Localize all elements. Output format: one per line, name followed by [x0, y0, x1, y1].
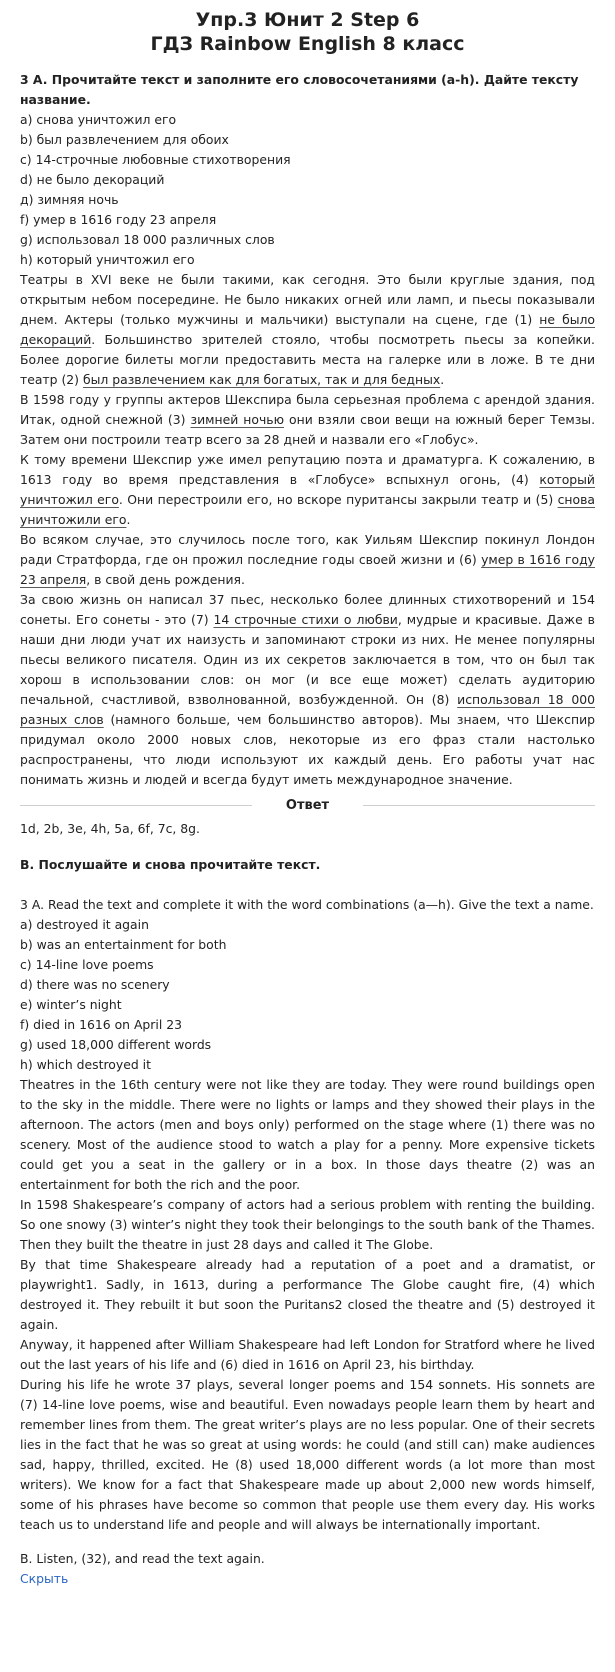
ru-text: .: [126, 512, 131, 527]
ru-option: д) зимняя ночь: [20, 192, 119, 207]
ru-paragraph-2: [20, 390, 595, 450]
ru-text: (намного больше, чем большинство авторов). Мы знаем, что Шекспир придумал около 2000 новых слов, некоторые из его фраз стали настолько распространены, что люди используют их каждый день. Его работы учат нас понимать жизнь и людей и всегда будут иметь международное значение.: [20, 712, 595, 787]
ru-text: , в свой день рождения.: [86, 572, 245, 587]
ru-text: они взяли свои вещи на южный берег Темзы. Затем они построили театр всего за 28 дней и назвали его «Глобус».: [20, 412, 596, 447]
ru-paragraph-3: [20, 450, 595, 530]
ru-answer-underlined: использовал 18 000 разных слов: [20, 692, 595, 727]
ru-text: За свою жизнь он написал 37 пьес, несколько более длинных стихотворений и 154 сонеты. Его сонеты - это (7): [20, 592, 595, 627]
en-section-b: B. Listen, (32), and read the text again.: [20, 1551, 265, 1566]
answer-label: Ответ: [285, 798, 330, 813]
en-option: a) destroyed it again: [20, 917, 149, 932]
en-option: d) there was no scenery: [20, 977, 170, 992]
divider-line: [20, 805, 252, 806]
en-paragraph-4: Anyway, it happened after William Shakespeare had left London for Stratford where he lived out the last years of his life and (6) died in 1616 on April 23, his birthday.: [20, 1337, 595, 1372]
answer-text: 1d, 2b, 3e, 4h, 5a, 6f, 7c, 8g.: [20, 821, 200, 836]
ru-option: g) использовал 18 000 различных слов: [20, 232, 275, 247]
ru-answer-underlined: умер в 1616 году 23 апреля: [20, 552, 596, 587]
en-option: e) winter’s night: [20, 997, 122, 1012]
en-option: f) died in 1616 on April 23: [20, 1017, 182, 1032]
ru-text: . Большинство зрителей стояло, чтобы посмотреть пьесы за копейки. Более дорогие билеты могли предоставить места на галерке или в ложе. В те дни театр (2): [20, 332, 595, 387]
en-task-heading: 3 A. Read the text and complete it with the word combinations (a—h). Give the text a name.: [20, 897, 594, 912]
ru-option: b) был развлечением для обоих: [20, 132, 229, 147]
en-paragraph-5: During his life he wrote 37 plays, several longer poems and 154 sonnets. His sonnets are (7) 14-line love poems, wise and beautiful. Even nowadays people learn them by heart and remember lines from them. The great writer’s plays are no less popular. One of their secrets lies in the fact that he was so great at using words: he could (and still can) make audiences sad, happy, thrilled, excited. He (8) used 18,000 different words (a lot more than most writers). We know for a fact that Shakespeare made up about 2,000 new words himself, some of his phrases have become so common that people use them every day. His works teach us to understand life and people and will always be internationally important.: [20, 1377, 595, 1532]
en-option: b) was an entertainment for both: [20, 937, 227, 952]
answer-divider: [20, 798, 595, 813]
ru-option: a) снова уничтожил его: [20, 112, 177, 127]
en-option: g) used 18,000 different words: [20, 1037, 212, 1052]
russian-section: [20, 70, 595, 790]
ru-text: В 1598 году у группы актеров Шекспира была серьезная проблема с арендой здания. Итак, одной снежной (3): [20, 392, 595, 427]
divider-line: [363, 805, 595, 806]
ru-text: , мудрые и красивые. Даже в наши дни люди учат их наизусть и запоминают строки из них. Не менее популярны пьесы великого писателя. Один из их секретов заключается в том, что он был так хорош в использовании слов: он мог (и все еще может) сделать аудиторию печальной, счастливой, взволнованной, возбужденной. Он (8): [20, 612, 595, 707]
en-paragraph-1: Theatres in the 16th century were not like they are today. They were round buildings open to the sky in the middle. There were no lights or lamps and they showed their plays in the afternoon. The actors (men and boys only) performed on the stage where (1) there was no scenery. Most of the audience stood to watch a play for a penny. More expensive tickets could get you a seat in the gallery or in a box. In those days theatre (2) was an entertainment for both the rich and the poor.: [20, 1077, 595, 1192]
en-option: h) which destroyed it: [20, 1057, 151, 1072]
ru-text: К тому времени Шекспир уже имел репутацию поэта и драматурга. К сожалению, в 1613 году во время представления в «Глобусе» вспыхнул огонь, (4): [20, 452, 595, 487]
ru-text: .: [440, 372, 445, 387]
ru-text: . Они перестроили его, но вскоре пуритансы закрыли театр и (5): [118, 492, 558, 507]
ru-answer-underlined: снова уничтожили его: [20, 492, 595, 527]
ru-answer-underlined: зимней ночью: [190, 412, 285, 427]
ru-paragraph-1: [20, 270, 595, 390]
hide-link[interactable]: Скрыть: [20, 1571, 69, 1586]
ru-option: c) 14-строчные любовные стихотворения: [20, 152, 291, 167]
ru-answer-underlined: 14 строчные стихи о любви: [213, 612, 398, 627]
ru-text: Театры в XVI веке не были такими, как сегодня. Это были круглые здания, под открытым небом посередине. Не было никаких огней или ламп, и пьесы показывали днем. Актеры (только мужчины и мальчики) выступали на сцене, где (1): [20, 272, 595, 327]
ru-text: Во всяком случае, это случилось после того, как Уильям Шекспир покинул Лондон ради Стратфорда, где он прожил последние годы своей жизни и (6): [20, 532, 595, 567]
en-option: c) 14-line love poems: [20, 957, 154, 972]
ru-paragraph-4: [20, 530, 595, 590]
ru-answer-underlined: был развлечением как для богатых, так и для бедных: [82, 372, 441, 387]
ru-paragraph-5: [20, 590, 595, 790]
ru-option: f) умер в 1616 году 23 апреля: [20, 212, 217, 227]
page-subtitle: ГДЗ Rainbow English 8 класс: [150, 33, 465, 55]
english-section: [20, 895, 595, 1589]
ru-option: h) который уничтожил его: [20, 252, 195, 267]
ru-option: d) не было декораций: [20, 172, 165, 187]
page-title: Упр.3 Юнит 2 Step 6: [195, 9, 420, 31]
en-paragraph-3: By that time Shakespeare already had a reputation of a poet and a dramatist, or playwright1. Sadly, in 1613, during a performance The Globe caught fire, (4) which destroyed it. They rebuilt it but soon the Puritans2 closed the theatre and (5) destroyed it again.: [20, 1257, 595, 1332]
spacer: [20, 1535, 595, 1549]
ru-section-b: B. Послушайте и снова прочитайте текст.: [20, 857, 321, 872]
ru-task-heading: 3 A. Прочитайте текст и заполните его словосочетаниями (a-h). Дайте тексту название.: [20, 72, 579, 107]
ru-answer-underlined: который уничтожил его: [20, 472, 595, 507]
ru-answer-underlined: не было декораций: [20, 312, 595, 347]
en-paragraph-2: In 1598 Shakespeare’s company of actors had a serious problem with renting the building. So one snowy (3) winter’s night they took their belongings to the south bank of the Thames. Then they built the theatre in just 28 days and called it The Globe.: [20, 1197, 595, 1252]
